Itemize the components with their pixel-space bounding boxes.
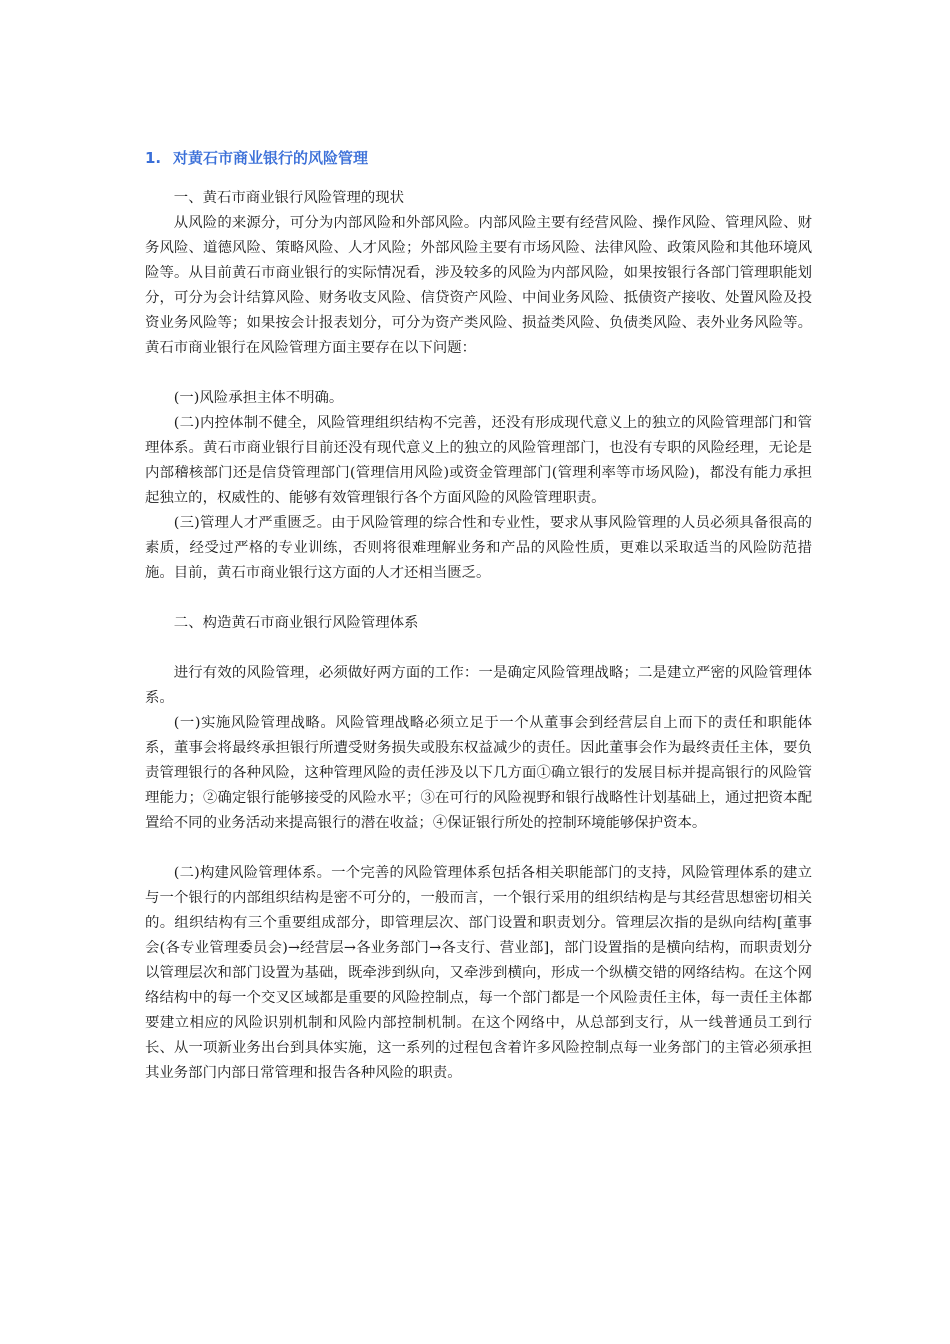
heading-number: 1.: [145, 149, 162, 167]
section1-title: 一、黄石市商业银行风险管理的现状: [173, 190, 405, 206]
section1-item-3: (三)管理人才严重匮乏。由于风险管理的综合性和专业性，要求从事风险管理的人员必须具备很高的素质，经受过严格的专业训练，否则将很难理解业务和产品的风险性质，更难以采取适当的风险防范措施。目前，黄石市商业银行这方面的人才还相当匮乏。: [145, 515, 812, 581]
heading-title: 对黄石市商业银行的风险管理: [173, 149, 369, 167]
section1-item-2: (二)内控体制不健全，风险管理组织结构不完善，还没有形成现代意义上的独立的风险管理部门和管理体系。黄石市商业银行目前还没有现代意义上的独立的风险管理部门，也没有专职的风险经理，无论是内部稽核部门还是信贷管理部门(管理信用风险)或资金管理部门(管理利率等市场风险)，都没有能力承担起独立的，权威性的、能够有效管理银行各个方面风险的风险管理职责。: [145, 415, 812, 506]
section2-item-1: (一)实施风险管理战略。风险管理战略必须立足于一个从董事会到经营层自上而下的责任和职能体系，董事会将最终承担银行所遭受财务损失或股东权益减少的责任。因此董事会作为最终责任主体，要负责管理银行的各种风险，这种管理风险的责任涉及以下几方面①确立银行的发展目标并提高银行的风险管理能力；②确定银行能够接受的风险水平；③在可行的风险视野和银行战略性计划基础上，通过把资本配置给不同的业务活动来提高银行的潜在收益；④保证银行所处的控制环境能够保护资本。: [145, 715, 812, 831]
spacer: [145, 361, 812, 386]
section2-paragraph: 进行有效的风险管理，必须做好两方面的工作：一是确定风险管理战略；二是建立严密的风险管理体系。: [145, 665, 812, 706]
document-page: [145, 138, 812, 1086]
section1-paragraph: 从风险的来源分，可分为内部风险和外部风险。内部风险主要有经营风险、操作风险、管理风险、财务风险、道德风险、策略风险、人才风险；外部风险主要有市场风险、法律风险、政策风险和其他环境风险等。从目前黄石市商业银行的实际情况看，涉及较多的风险为内部风险，如果按银行各部门管理职能划分，可分为会计结算风险、财务收支风险、信贷资产风险、中间业务风险、抵债资产接收、处置风险及投资业务风险等；如果按会计报表划分，可分为资产类风险、损益类风险、负债类风险、表外业务风险等。黄石市商业银行在风险管理方面主要存在以下问题：: [145, 215, 812, 356]
spacer: [145, 836, 812, 861]
spacer: [145, 636, 812, 661]
document-heading: [145, 138, 812, 178]
section2-item-2: (二)构建风险管理体系。一个完善的风险管理体系包括各相关职能部门的支持，风险管理体系的建立与一个银行的内部组织结构是密不可分的，一般而言，一个银行采用的组织结构是与其经营思想密切相关的。组织结构有三个重要组成部分，即管理层次、部门设置和职责划分。管理层次指的是纵向结构[董事会(各专业管理委员会)→经营层→各业务部门→各支行、营业部]，部门设置指的是横向结构，而职责划分以管理层次和部门设置为基础，既牵涉到纵向，又牵涉到横向，形成一个纵横交错的网络结构。在这个网络结构中的每一个交叉区域都是重要的风险控制点，每一个部门都是一个风险责任主体，每一责任主体都要建立相应的风险识别机制和风险内部控制机制。在这个网络中，从总部到支行，从一线普通员工到行长、从一项新业务出台到具体实施，这一系列的过程包含着许多风险控制点每一业务部门的主管必须承担其业务部门内部日常管理和报告各种风险的职责。: [145, 865, 812, 1081]
spacer: [145, 586, 812, 611]
section1-item-1: (一)风险承担主体不明确。: [173, 390, 344, 406]
section2-title: 二、构造黄石市商业银行风险管理体系: [173, 615, 419, 631]
